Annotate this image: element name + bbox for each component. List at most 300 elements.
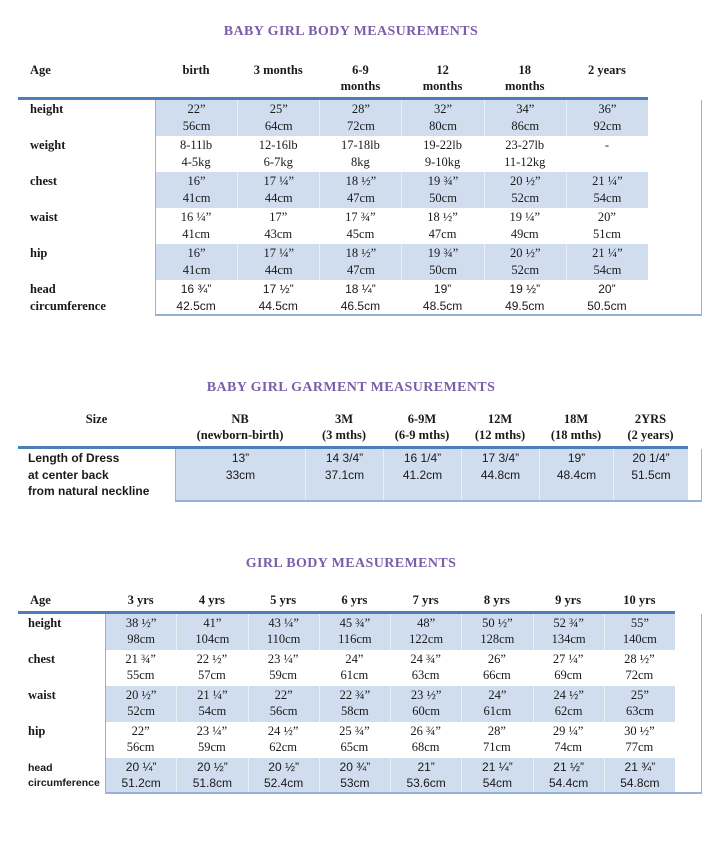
cell-line: 54cm: [482, 776, 513, 790]
cell-line: 64cm: [264, 118, 293, 133]
measurement-cell: [390, 686, 461, 722]
cell-line: 47cm: [428, 226, 457, 241]
column-header: [539, 411, 613, 446]
cell-line: 18 ½”: [345, 246, 377, 260]
measurement-cell: [390, 758, 461, 794]
cell-line: (6-9 mths): [394, 428, 450, 442]
column-header: [461, 411, 539, 446]
cell-line: 46.5cm: [340, 298, 381, 313]
row-label: [18, 136, 155, 172]
cell-line: 52cm: [511, 190, 540, 205]
cell-line: 19”: [433, 282, 452, 296]
cell-line: 17-18lb: [340, 138, 380, 152]
cell-line: 74cm: [554, 740, 583, 754]
measurement-cell: [319, 280, 401, 316]
cell-line: 52.4cm: [263, 776, 304, 790]
cell-line: 6-9: [352, 63, 369, 77]
cell-line: 116cm: [338, 632, 372, 646]
cell-line: 26”: [487, 651, 506, 666]
cell-line: head: [28, 761, 53, 774]
cell-line: 29 ¼”: [552, 723, 584, 738]
cell-line: (18 mths): [550, 428, 602, 442]
cell-line: 55cm: [126, 668, 155, 682]
cell-line: 50cm: [429, 262, 457, 277]
cell-line: 16”: [187, 246, 206, 260]
cell-line: 37.1cm: [324, 467, 365, 482]
measurement-cell: [383, 449, 461, 502]
table-header-row: [18, 62, 648, 97]
cell-line: 22”: [187, 102, 206, 116]
cell-line: 57cm: [197, 668, 226, 682]
cell-line: 122cm: [409, 632, 444, 646]
cell-line: 54cm: [198, 704, 227, 718]
measurement-cell: [533, 614, 604, 650]
column-header: [319, 62, 401, 97]
cell-line: 28”: [487, 723, 506, 738]
baby-girl-garment-measurements-section: [0, 380, 702, 502]
cell-line: 56cm: [182, 118, 211, 133]
cell-line: (12 mths): [474, 428, 526, 442]
table-body-grid: [18, 449, 688, 502]
measurement-cell: [461, 650, 532, 686]
cell-line: 41cm: [182, 190, 211, 205]
cell-line: 24 ½”: [553, 687, 584, 702]
cell-line: 4 yrs: [198, 592, 225, 607]
cell-line: [566, 154, 648, 171]
cell-line: 20 ¾”: [339, 759, 371, 774]
table-body: [18, 100, 702, 316]
cell-line: 62cm: [269, 740, 298, 754]
cell-line: 44.8cm: [480, 467, 521, 482]
cell-line: 53cm: [340, 776, 370, 790]
cell-line: birth: [182, 63, 210, 77]
row-label: [18, 208, 155, 244]
cell-line: 36”: [598, 102, 617, 116]
cell-line: chest: [28, 651, 56, 666]
cell-line: 69cm: [554, 668, 583, 682]
cell-line: 98cm: [127, 632, 156, 646]
cell-line: 50cm: [429, 190, 457, 205]
cell-line: 16 ¾”: [180, 282, 212, 296]
cell-line: (newborn-birth): [196, 428, 284, 442]
table-header-row: [18, 411, 688, 446]
cell-line: 24 ¾”: [410, 651, 441, 666]
cell-line: 23-27lb: [505, 138, 545, 152]
cell-line: 6-9M: [407, 412, 437, 426]
cell-line: 23 ¼”: [196, 723, 228, 738]
cell-line: (2 years): [627, 428, 674, 442]
cell-line: 17 3/4”: [481, 451, 520, 465]
cell-line: 20 ½”: [125, 687, 157, 702]
measurement-cell: [176, 614, 247, 650]
cell-line: 41.2cm: [402, 467, 443, 482]
measurement-cell: [401, 136, 483, 172]
column-header: [248, 592, 319, 611]
measurement-cell: [484, 100, 566, 136]
measurement-cell: [484, 244, 566, 280]
cell-line: 22 ¾”: [339, 687, 371, 702]
cell-line: 6 yrs: [341, 592, 368, 607]
cell-line: 24”: [345, 651, 364, 666]
column-header: [176, 592, 247, 611]
cell-line: 19”: [567, 451, 586, 465]
cell-line: 19-22lb: [423, 138, 463, 152]
measurement-cell: [176, 650, 247, 686]
cell-line: months: [340, 79, 381, 93]
cell-line: 71cm: [482, 740, 511, 754]
measurement-cell: [390, 614, 461, 650]
column-header: Age: [30, 592, 51, 607]
row-label: [18, 614, 105, 650]
cell-line: height: [30, 102, 64, 116]
measurement-cell: [390, 650, 461, 686]
cell-line: 41”: [203, 615, 222, 630]
row-label: [18, 172, 155, 208]
measurement-cell: [390, 722, 461, 758]
cell-line: 49.5cm: [505, 298, 545, 313]
measurement-cell: [248, 614, 319, 650]
cell-line: Length of Dress: [28, 451, 120, 465]
cell-line: 20 ½”: [268, 759, 299, 774]
column-header: [105, 592, 176, 611]
cell-line: 134cm: [551, 632, 586, 646]
cell-line: 58cm: [340, 704, 369, 718]
cell-line: 18: [518, 63, 531, 77]
cell-line: 12-16lb: [258, 138, 298, 152]
cell-line: 21 ¼”: [592, 246, 623, 260]
cell-line: 50.5cm: [587, 298, 627, 313]
measurement-cell: [105, 686, 176, 722]
measurement-cell: [155, 172, 237, 208]
measurement-cell: [401, 280, 483, 316]
cell-line: 49cm: [510, 226, 539, 241]
baby-girl-garment-measurements: [18, 411, 702, 502]
cell-line: 104cm: [195, 632, 230, 646]
cell-line: 59cm: [197, 740, 226, 754]
measurement-cell: [319, 614, 390, 650]
cell-line: circumference: [30, 298, 106, 313]
cell-line: 54.4cm: [548, 776, 589, 790]
cell-line: 21 ½”: [553, 759, 584, 774]
cell-line: 9-10kg: [424, 154, 461, 169]
measurement-cell: [461, 758, 532, 794]
measurement-cell: [484, 208, 566, 244]
cell-line: from natural neckline: [28, 484, 150, 498]
table-body-grid: [18, 100, 648, 316]
measurement-cell: [319, 650, 390, 686]
cell-line: 27 ¼”: [552, 651, 584, 666]
measurement-cell: [613, 449, 688, 502]
cell-line: NB: [231, 412, 249, 426]
row-label: [18, 280, 155, 316]
cell-line: 140cm: [622, 632, 657, 646]
table-title: BABY GIRL BODY MEASUREMENTS: [223, 24, 479, 39]
cell-line: 52cm: [511, 262, 540, 277]
measurement-cell: [155, 136, 237, 172]
measurement-cell: [155, 244, 237, 280]
row-label: [18, 650, 105, 686]
cell-line: hip: [30, 246, 48, 260]
column-header: Age: [30, 63, 51, 77]
cell-line: 20 ½”: [509, 246, 541, 260]
column-header: [461, 592, 532, 611]
cell-line: 47cm: [347, 262, 375, 277]
cell-line: 51cm: [593, 226, 621, 241]
girl-body-measurements: [18, 592, 702, 794]
cell-line: 128cm: [480, 632, 515, 646]
column-header: [383, 411, 461, 446]
measurement-cell: [176, 722, 247, 758]
cell-line: 51.5cm: [631, 467, 671, 482]
measurement-cell: [604, 758, 675, 794]
row-label: [18, 722, 105, 758]
measurement-cell: [533, 650, 604, 686]
table-body-grid: [18, 614, 675, 794]
column-header: Size: [85, 412, 108, 426]
table-header-row: [18, 592, 675, 611]
measurement-cell: [237, 100, 319, 136]
measurement-cell: [319, 100, 401, 136]
cell-line: 11-12kg: [504, 154, 546, 169]
cell-line: 19 ½”: [509, 282, 541, 296]
cell-line: 43 ¼”: [268, 615, 299, 630]
measurement-cell: [604, 722, 675, 758]
column-header: [319, 592, 390, 611]
measurement-cell: [319, 172, 401, 208]
table-title: BABY GIRL GARMENT MEASUREMENTS: [206, 380, 496, 395]
column-header: [566, 62, 648, 97]
cell-line: 19 ¾”: [427, 246, 459, 260]
measurement-cell: [105, 758, 176, 794]
cell-line: 18 ½”: [345, 174, 377, 188]
cell-line: 61cm: [483, 704, 512, 718]
cell-line: 3 yrs: [127, 592, 154, 607]
cell-line: 21 ¼”: [482, 759, 513, 774]
cell-line: 47cm: [347, 190, 375, 205]
measurement-cell: [175, 449, 305, 502]
measurement-cell: [319, 136, 401, 172]
cell-line: 56cm: [126, 740, 155, 754]
cell-line: 30 ½”: [624, 723, 655, 738]
cell-line: 21 ¼”: [197, 687, 228, 702]
column-header: [305, 411, 383, 446]
row-label: [18, 100, 155, 136]
cell-line: 23 ½”: [410, 687, 442, 702]
measurement-cell: [484, 172, 566, 208]
measurement-cell: [176, 686, 247, 722]
cell-line: 32”: [434, 102, 453, 116]
measurement-cell: [566, 100, 648, 136]
cell-line: 22”: [274, 687, 293, 702]
cell-line: -: [604, 138, 609, 152]
measurement-cell: [248, 758, 319, 794]
cell-line: 3 months: [253, 63, 303, 77]
cell-line: months: [504, 79, 545, 93]
cell-line: 86cm: [511, 118, 540, 133]
cell-line: 55”: [630, 615, 649, 630]
measurement-cell: [319, 208, 401, 244]
cell-line: 54cm: [593, 190, 622, 205]
cell-line: 38 ½”: [125, 615, 157, 630]
cell-line: 41cm: [182, 262, 211, 277]
cell-line: 2YRS: [634, 412, 667, 426]
cell-line: 68cm: [411, 740, 440, 754]
cell-line: 72cm: [347, 118, 375, 133]
cell-line: 19 ¾”: [427, 174, 459, 188]
cell-line: 21”: [417, 759, 435, 774]
measurement-cell: [305, 449, 383, 502]
measurement-cell: [155, 280, 237, 316]
cell-line: 20 ½”: [509, 174, 541, 188]
measurement-cell: [319, 686, 390, 722]
measurement-cell: [566, 172, 648, 208]
column-header: [401, 62, 483, 97]
cell-line: 33cm: [225, 467, 256, 482]
measurement-cell: [401, 100, 483, 136]
cell-line: 16 1/4”: [403, 451, 442, 465]
cell-line: 20 ¼”: [125, 759, 157, 774]
cell-line: 3M: [334, 412, 354, 426]
cell-line: 22 ½”: [196, 651, 228, 666]
cell-line: 16 ¼”: [180, 210, 212, 224]
cell-line: 25”: [630, 687, 649, 702]
cell-line: 22”: [131, 723, 150, 738]
measurement-cell: [105, 650, 176, 686]
cell-line: 23 ¼”: [267, 651, 299, 666]
cell-line: at center back: [28, 467, 109, 482]
cell-line: 53.6cm: [406, 776, 446, 790]
cell-line: 17 ¼”: [263, 246, 295, 260]
measurement-cell: [604, 686, 675, 722]
cell-line: 16”: [187, 174, 206, 188]
measurement-cell: [566, 244, 648, 280]
cell-line: chest: [30, 174, 58, 188]
cell-line: 63cm: [625, 704, 654, 718]
cell-line: 77cm: [625, 740, 654, 754]
column-header: [390, 592, 461, 611]
cell-line: 48”: [417, 615, 436, 630]
cell-line: 5 yrs: [270, 592, 297, 607]
table-title: GIRL BODY MEASUREMENTS: [245, 555, 457, 571]
cell-line: height: [28, 615, 62, 630]
cell-line: 4-5kg: [181, 154, 211, 169]
cell-line: 28”: [351, 102, 370, 116]
cell-line: months: [422, 79, 463, 93]
measurement-cell: [484, 136, 566, 172]
cell-line: 2 years: [587, 63, 626, 77]
cell-line: 25 ¾”: [339, 723, 370, 738]
measurement-cell: [461, 686, 532, 722]
girl-body-measurements-section: [0, 556, 702, 794]
measurement-cell: [248, 650, 319, 686]
cell-line: 8-11lb: [179, 138, 213, 152]
cell-line: 20 ½”: [197, 759, 228, 774]
cell-line: 14 3/4”: [325, 451, 364, 465]
baby-girl-body-measurements: [18, 62, 702, 316]
cell-line: 45cm: [346, 226, 375, 241]
cell-line: 25”: [269, 102, 288, 116]
cell-line: (3 mths): [321, 428, 367, 442]
cell-line: 17 ¼”: [263, 174, 295, 188]
cell-line: 21 ¼”: [592, 174, 623, 188]
cell-line: 8 yrs: [483, 592, 510, 607]
measurement-cell: [484, 280, 566, 316]
measurement-cell: [401, 172, 483, 208]
column-header: [484, 62, 566, 97]
cell-line: 44.5cm: [258, 298, 298, 313]
measurement-cell: [319, 244, 401, 280]
cell-line: 9 yrs: [555, 592, 582, 607]
measurement-cell: [105, 614, 176, 650]
cell-line: 20 1/4”: [632, 451, 670, 465]
column-header: [604, 592, 675, 611]
measurement-cell: [533, 722, 604, 758]
column-header: [533, 592, 604, 611]
cell-line: 63cm: [411, 668, 440, 682]
cell-line: 48.4cm: [556, 467, 597, 482]
cell-line: 80cm: [429, 118, 457, 133]
cell-line: 21 ¾”: [624, 759, 656, 774]
measurement-cell: [105, 722, 176, 758]
cell-line: hip: [28, 723, 46, 738]
cell-line: 110cm: [266, 632, 301, 646]
measurement-cell: [237, 208, 319, 244]
cell-line: 12: [436, 63, 449, 77]
cell-line: waist: [28, 687, 56, 702]
cell-line: 61cm: [340, 668, 369, 682]
cell-line: 18 ¼”: [345, 282, 376, 296]
measurement-cell: [248, 686, 319, 722]
cell-line: 18 ½”: [427, 210, 458, 224]
measurement-cell: [604, 650, 675, 686]
cell-line: 21 ¾”: [125, 651, 156, 666]
row-label: [18, 686, 105, 722]
column-header: [613, 411, 688, 446]
cell-line: 51.8cm: [192, 776, 233, 790]
cell-line: 24 ½”: [267, 723, 299, 738]
cell-line: weight: [30, 138, 66, 152]
table-body: [18, 449, 702, 502]
measurement-cell: [155, 100, 237, 136]
cell-line: 48.5cm: [422, 298, 463, 313]
cell-line: 41cm: [182, 226, 210, 241]
measurement-cell: [237, 280, 319, 316]
table-body: [18, 614, 702, 794]
cell-line: 6-7kg: [263, 154, 293, 169]
baby-girl-body-measurements-section: [0, 24, 702, 316]
cell-line: 51.2cm: [121, 776, 161, 790]
row-label: [18, 449, 175, 502]
measurement-cell: [401, 208, 483, 244]
cell-line: 17 ½”: [262, 282, 294, 296]
cell-line: 17 ¾”: [345, 210, 376, 224]
cell-line: 28 ½”: [624, 651, 655, 666]
row-label: [18, 244, 155, 280]
cell-line: 72cm: [625, 668, 654, 682]
cell-line: 50 ½”: [482, 615, 513, 630]
cell-line: 20”: [597, 210, 616, 224]
cell-line: 92cm: [593, 118, 622, 133]
cell-line: 59cm: [269, 668, 298, 682]
cell-line: 52 ¾”: [553, 615, 584, 630]
cell-line: 56cm: [269, 704, 298, 718]
cell-line: 18M: [563, 412, 589, 426]
measurement-cell: [176, 758, 247, 794]
measurement-cell: [566, 208, 648, 244]
measurement-cell: [248, 722, 319, 758]
measurement-cell: [539, 449, 613, 502]
measurement-cell: [237, 136, 319, 172]
